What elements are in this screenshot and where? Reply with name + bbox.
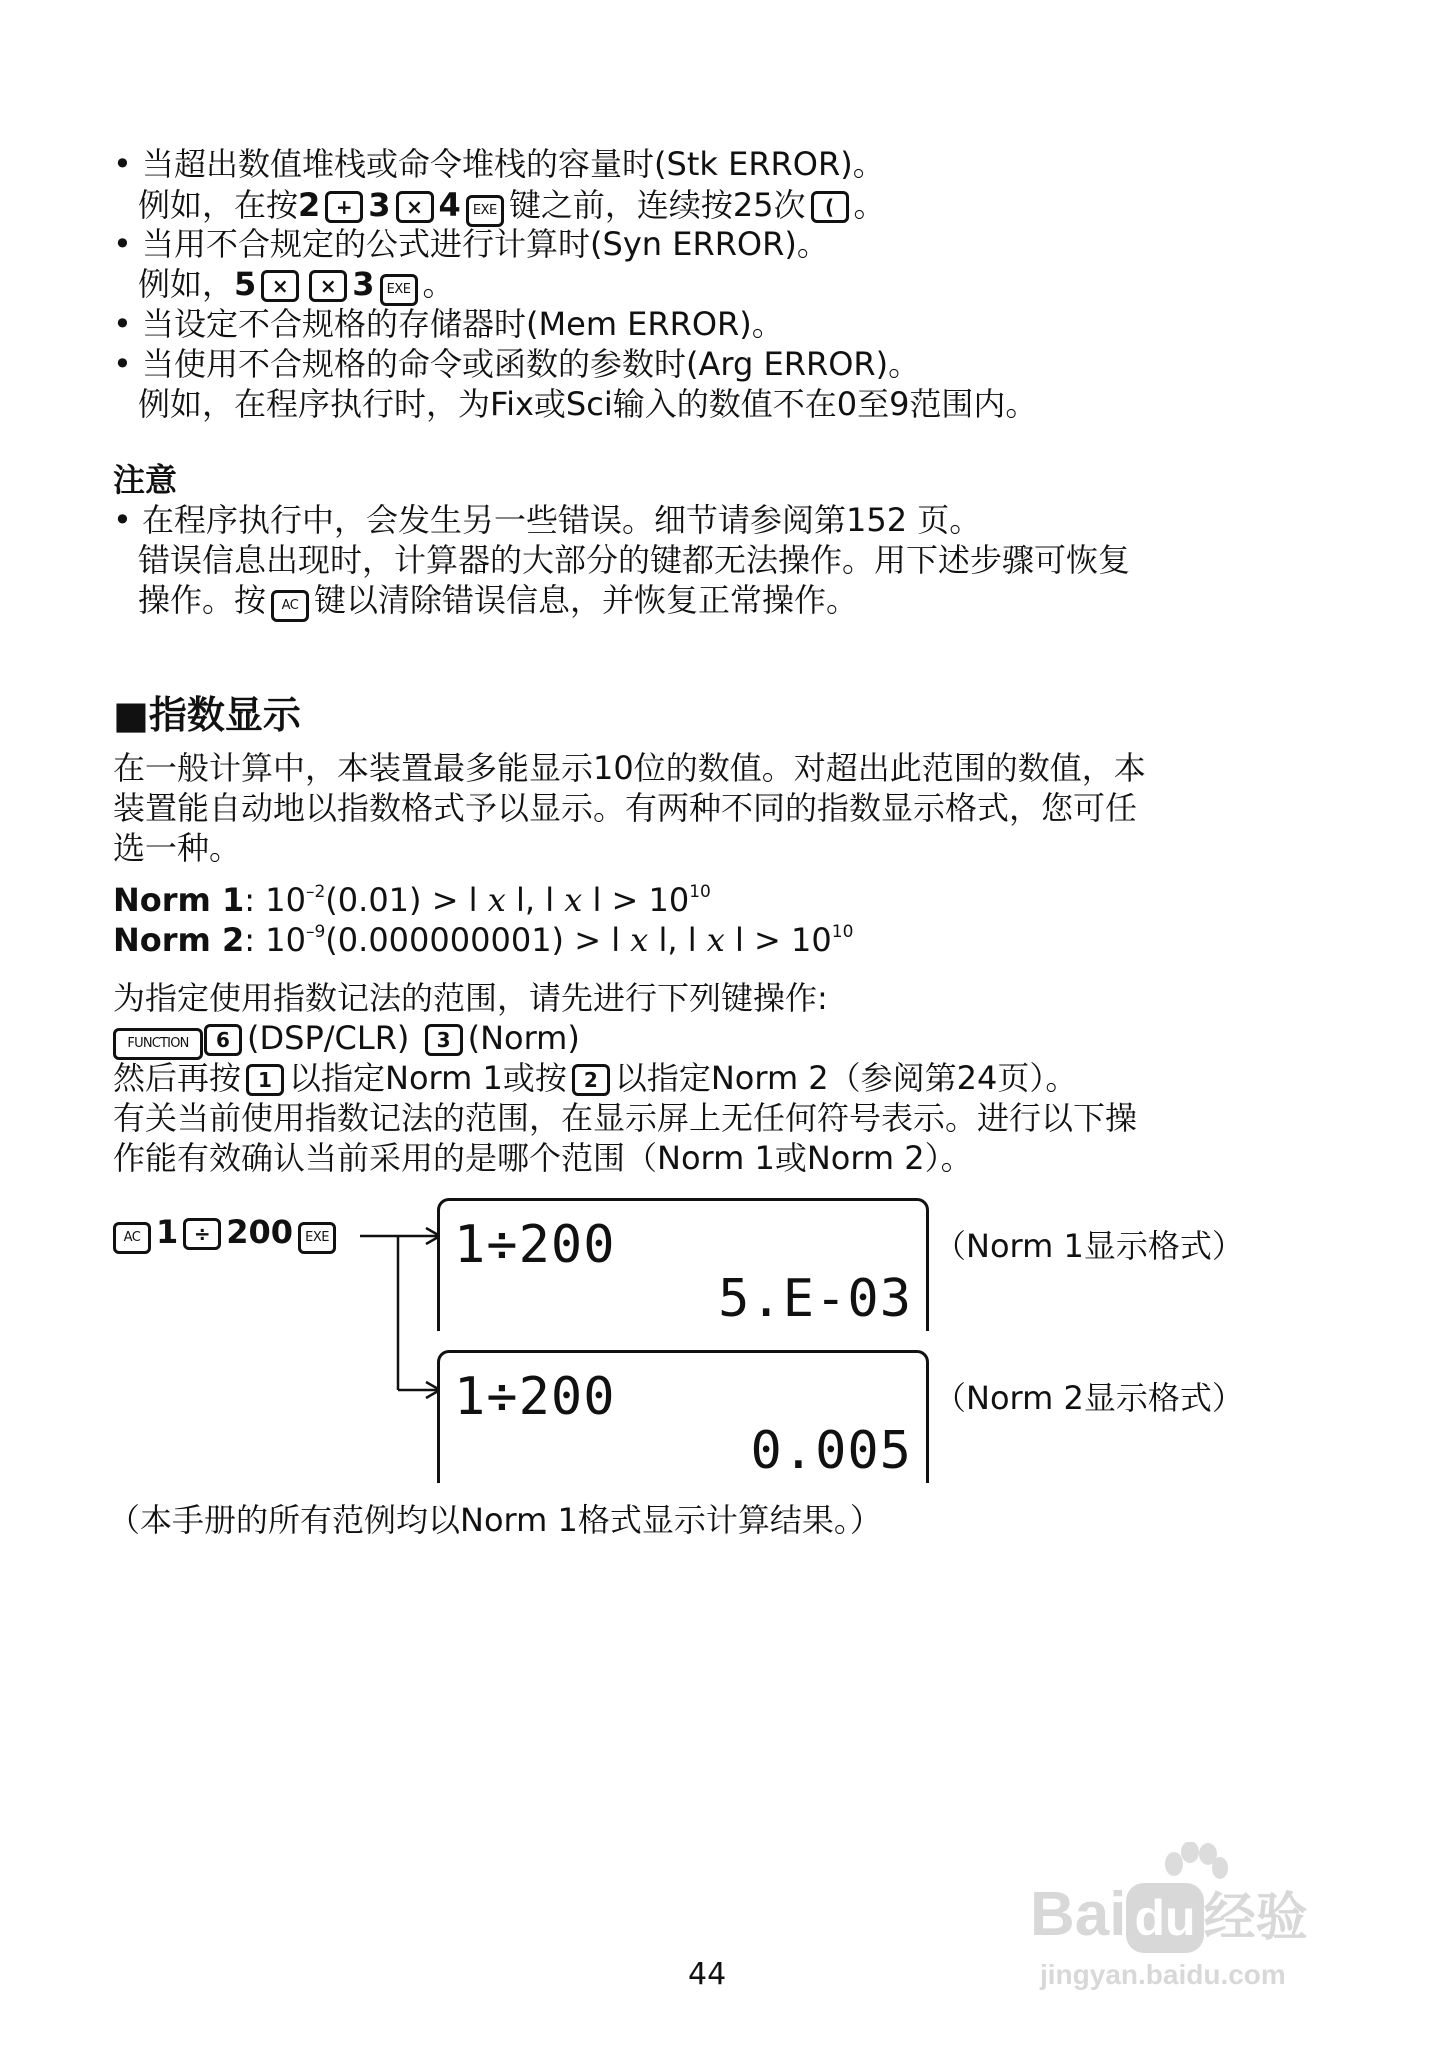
watermark-brand-paw: du [1126, 1883, 1203, 1953]
norm1-caption: （Norm 1显示格式） [934, 1227, 1244, 1265]
display-result-line: 0.005 [750, 1421, 912, 1481]
norm1-text: l > 10 [582, 881, 690, 919]
multiply-key-icon: × [309, 270, 347, 302]
ac-key-icon: AC [113, 1222, 151, 1254]
syn-example-prefix: 例如， [138, 265, 235, 303]
norm2-exponent: 10 [831, 922, 854, 942]
paren-key-icon: ( [811, 191, 849, 223]
watermark-url: jingyan.baidu.com [1040, 1959, 1286, 1990]
norm1-exponent: 10 [689, 882, 711, 902]
bullet-arg-error: • 当使用不合规格的命令或函数的参数时(Arg ERROR)。 [113, 345, 921, 383]
syn-example-end: 。 [422, 265, 455, 303]
section-para-line: 为指定使用指数记法的范围，请先进行下列键操作: [113, 979, 828, 1017]
norm2-text: (0.000000001) > l [325, 921, 631, 959]
watermark-brand-jingyan: 经验 [1203, 1889, 1308, 1947]
bullet-stk-error: • 当超出数值堆栈或命令堆栈的容量时(Stk ERROR)。 [113, 145, 885, 183]
note-line-3-suffix: 键以清除错误信息，并恢复正常操作。 [314, 581, 859, 619]
bullet-syn-error: • 当用不合规定的公式进行计算时(Syn ERROR)。 [113, 225, 829, 263]
syn-example-line [138, 264, 455, 306]
syn-error-text: 当用不合规定的公式进行计算时(Syn ERROR)。 [142, 225, 829, 263]
function-key-icon: FUNCTION [113, 1028, 203, 1060]
variable-x: x [487, 881, 506, 919]
two-key-icon: 2 [572, 1064, 610, 1096]
norm1-definition [113, 880, 711, 920]
norm-select-text: 以指定Norm 1或按 [289, 1059, 567, 1097]
norm2-text: l > 10 [724, 921, 832, 959]
section-para-line: 作能有效确认当前采用的是哪个范围（Norm 1或Norm 2）。 [113, 1139, 973, 1177]
norm1-text: l, l [505, 881, 565, 919]
dsp-clr-label: (DSP/CLR) [247, 1019, 410, 1057]
stk-example-mid: 键之前，连续按25次 [508, 186, 806, 224]
stk-example-line [138, 185, 886, 227]
display-input-line: 1÷200 [454, 1215, 616, 1275]
plus-key-icon: + [325, 191, 363, 223]
stk-example-digit: 4 [438, 186, 461, 224]
norm2-text: l, l [648, 921, 707, 959]
norm2-caption: （Norm 2显示格式） [934, 1379, 1244, 1417]
multiply-key-icon: × [396, 191, 434, 223]
stk-example-digit: 2 [298, 186, 321, 224]
ac-key-icon: AC [271, 590, 309, 622]
stk-error-text: 当超出数值堆栈或命令堆栈的容量时(Stk ERROR)。 [142, 145, 885, 183]
variable-x: x [706, 921, 725, 959]
arg-example-line: 例如，在程序执行时，为Fix或Sci输入的数值不在0至9范围内。 [138, 385, 1038, 423]
stk-example-end: 。 [853, 186, 886, 224]
page-number: 44 [688, 1957, 727, 1992]
example-key-sequence [113, 1212, 341, 1254]
section-para-line: 装置能自动地以指数格式予以显示。有两种不同的指数显示格式，您可任 [113, 789, 1138, 827]
norm-select-line [113, 1058, 1077, 1098]
norm1-text: (0.01) > l [325, 881, 488, 919]
exe-key-icon: EXE [380, 274, 418, 306]
stk-example-prefix: 例如，在按 [138, 186, 299, 224]
watermark-brand: Bai [1030, 1880, 1127, 1949]
norm1-label: Norm 1 [113, 881, 245, 919]
calculator-display-norm2 [437, 1350, 929, 1483]
one-key-icon: 1 [246, 1064, 284, 1096]
section-heading [113, 692, 301, 738]
note-line-2: 错误信息出现时，计算器的大部分的键都无法操作。用下述步骤可恢复 [138, 541, 1131, 579]
syn-example-digit: 5 [234, 265, 257, 303]
syn-example-digit: 3 [352, 265, 375, 303]
note-line-1: • 在程序执行中，会发生另一些错误。细节请参阅第152 页。 [113, 501, 982, 539]
exe-key-icon: EXE [466, 195, 504, 227]
note-line-1-text: 在程序执行中，会发生另一些错误。细节请参阅第152 页。 [142, 501, 982, 539]
stk-example-digit: 3 [368, 186, 391, 224]
norm-select-text: 以指定Norm 2（参阅第24页）。 [614, 1059, 1078, 1097]
norm-label: (Norm) [467, 1019, 580, 1057]
calculator-display-norm1 [437, 1198, 929, 1331]
note-line-3-prefix: 操作。按 [138, 581, 267, 619]
norm2-text: : 10 [244, 921, 306, 959]
note-title: 注意 [113, 461, 178, 499]
arg-error-text: 当使用不合规格的命令或函数的参数时(Arg ERROR)。 [142, 345, 921, 383]
square-bullet-icon: ■ [113, 693, 149, 737]
section-para-line: 有关当前使用指数记法的范围，在显示屏上无任何符号表示。进行以下操 [113, 1099, 1138, 1137]
mem-error-text: 当设定不合规格的存储器时(Mem ERROR)。 [142, 305, 784, 343]
section-title: 指数显示 [148, 693, 301, 737]
variable-x: x [630, 921, 649, 959]
example-digit: 1 [156, 1213, 179, 1251]
divide-key-icon: ÷ [183, 1218, 221, 1250]
paw-icon [1160, 1842, 1230, 1902]
norm-select-text: 然后再按 [113, 1059, 242, 1097]
key-sequence-line [113, 1018, 580, 1060]
norm2-label: Norm 2 [113, 921, 245, 959]
multiply-key-icon: × [261, 270, 299, 302]
display-input-line: 1÷200 [454, 1367, 616, 1427]
bullet-mem-error: • 当设定不合规格的存储器时(Mem ERROR)。 [113, 305, 784, 343]
exe-key-icon: EXE [298, 1222, 336, 1254]
norm2-exponent: –9 [305, 922, 326, 942]
six-key-icon: 6 [204, 1024, 242, 1056]
variable-x: x [564, 881, 583, 919]
norm2-definition [113, 920, 853, 960]
example-number: 200 [226, 1213, 294, 1251]
norm1-exponent: –2 [305, 882, 326, 902]
display-result-line: 5.E-03 [718, 1269, 912, 1329]
section-para-line: 在一般计算中，本装置最多能显示10位的数值。对超出此范围的数值，本 [113, 749, 1146, 787]
note-line-3 [138, 580, 858, 622]
section-para-line: 选一种。 [113, 829, 242, 867]
norm1-text: : 10 [244, 881, 306, 919]
footnote: （本手册的所有范例均以Norm 1格式显示计算结果。） [108, 1501, 882, 1539]
three-key-icon: 3 [425, 1024, 463, 1056]
